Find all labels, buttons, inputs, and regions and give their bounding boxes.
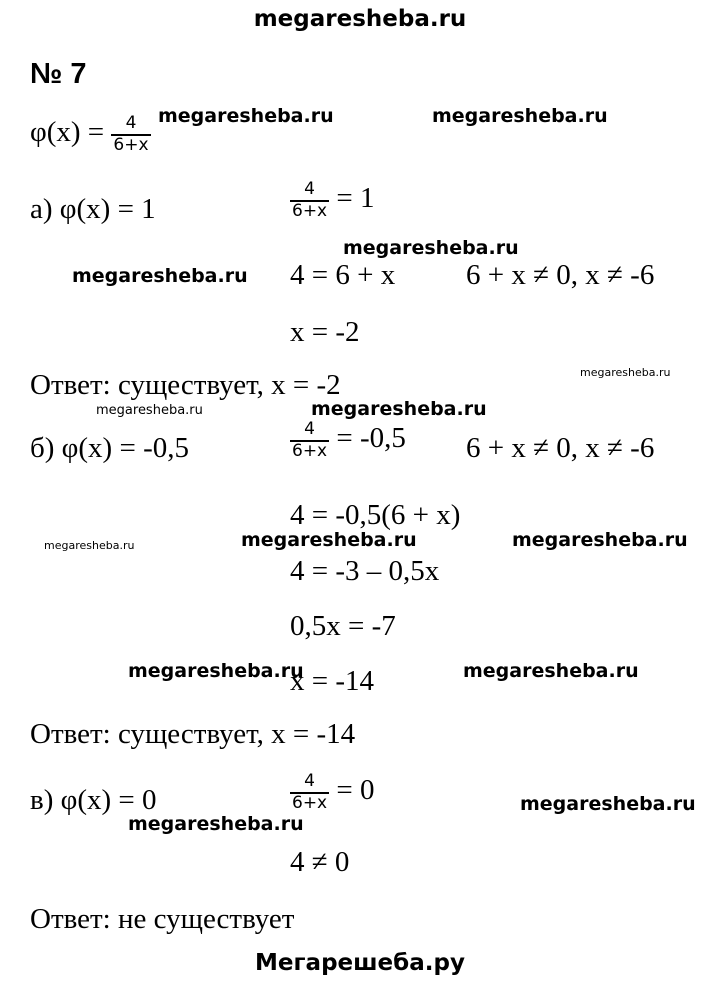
fraction-numerator: 4 (304, 419, 315, 439)
watermark: megaresheba.ru (343, 237, 519, 259)
watermark: megaresheba.ru (520, 793, 696, 815)
part-b-condition: б) φ(x) = -0,5 (30, 432, 189, 464)
fraction-denominator: 6+x (292, 200, 328, 221)
part-b-fraction (290, 420, 329, 461)
part-a-fraction (290, 180, 329, 221)
watermark: megaresheba.ru (463, 660, 639, 682)
part-b-answer: Ответ: существует, x = -14 (30, 718, 356, 750)
watermark: megaresheba.ru (158, 105, 334, 127)
watermark: megaresheba.ru (512, 529, 688, 551)
part-b-equation-rhs: = -0,5 (336, 422, 406, 455)
part-a-domain: 6 + x ≠ 0, x ≠ -6 (466, 259, 655, 291)
watermark: megaresheba.ru (72, 265, 248, 287)
fraction-denominator: 6+x (292, 440, 328, 461)
part-a-answer: Ответ: существует, x = -2 (30, 369, 341, 401)
watermark: megaresheba.ru (580, 366, 671, 379)
part-v-condition: в) φ(x) = 0 (30, 784, 157, 816)
function-definition (30, 114, 151, 155)
part-b-step-3: 0,5x = -7 (290, 610, 396, 642)
part-b-domain: 6 + x ≠ 0, x ≠ -6 (466, 432, 655, 464)
fraction-numerator: 4 (304, 771, 315, 791)
part-a-equation-rhs: = 1 (336, 182, 375, 215)
site-footer: Мегарешеба.ру (255, 950, 465, 976)
part-a-step-1: 4 = 6 + x (290, 259, 396, 291)
fraction-denominator: 6+x (292, 792, 328, 813)
watermark: megaresheba.ru (241, 529, 417, 551)
fraction-numerator: 4 (304, 179, 315, 199)
definition-fraction (111, 114, 150, 155)
watermark: megaresheba.ru (128, 660, 304, 682)
part-v-answer: Ответ: не существует (30, 903, 295, 935)
watermark: megaresheba.ru (311, 398, 487, 420)
part-b-step-4: x = -14 (290, 665, 375, 697)
part-v-fraction (290, 772, 329, 813)
fraction-numerator: 4 (125, 113, 137, 133)
part-a-equation (290, 180, 374, 221)
watermark: megaresheba.ru (128, 813, 304, 835)
part-v-step-1: 4 ≠ 0 (290, 846, 350, 878)
part-b-equation (290, 420, 406, 461)
part-b-step-1: 4 = -0,5(6 + x) (290, 499, 461, 531)
watermark: megaresheba.ru (44, 539, 135, 552)
part-a-step-2: x = -2 (290, 316, 360, 348)
part-v-equation-rhs: = 0 (336, 774, 375, 807)
part-a-condition: а) φ(x) = 1 (30, 193, 156, 225)
watermark: megaresheba.ru (432, 105, 608, 127)
definition-left: φ(x) = (30, 116, 105, 149)
task-number: № 7 (30, 58, 87, 90)
part-b-step-2: 4 = -3 – 0,5x (290, 555, 440, 587)
site-header: megaresheba.ru (253, 6, 467, 32)
part-v-equation (290, 772, 374, 813)
watermark: megaresheba.ru (96, 403, 203, 418)
fraction-denominator: 6+x (113, 134, 149, 155)
